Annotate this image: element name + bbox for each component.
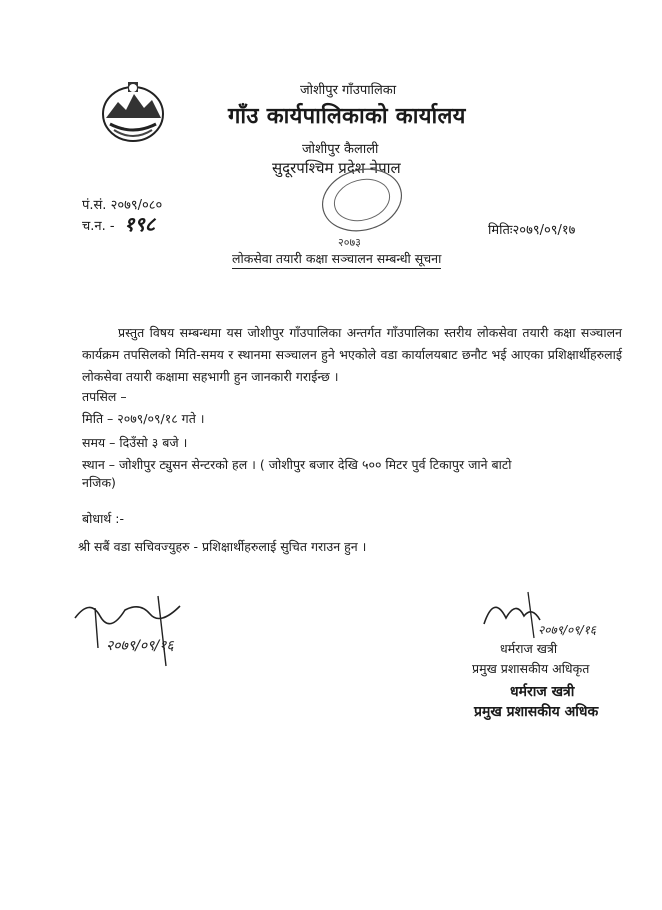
event-place: स्थान – जोशीपुर ट्युसन सेन्टरको हल । ( जोशीपुर बजार देखि ५०० मिटर पुर्व टिकापुर जाने बाटो bbox=[82, 457, 512, 472]
left-signature bbox=[70, 588, 220, 668]
dispatch-number-label: च.न. - bbox=[82, 219, 115, 234]
signatory-name: धर्मराज खत्री bbox=[500, 641, 558, 656]
event-date: मिति – २०७९/०९/१८ गते । bbox=[82, 411, 205, 426]
left-signature-date: २०७९/०९/१६ bbox=[106, 638, 174, 654]
name-stamp: धर्मराज खत्री bbox=[510, 684, 575, 700]
office-location: जोशीपुर कैलाली bbox=[302, 142, 379, 157]
government-emblem-icon bbox=[98, 80, 168, 144]
letter-date: मितिः२०७९/०९/१७ bbox=[488, 223, 576, 238]
subject-line: लोकसेवा तयारी कक्षा सञ्चालन सम्बन्धी सूचना bbox=[232, 250, 441, 269]
signatory-title: प्रमुख प्रशासकीय अधिकृत bbox=[472, 661, 590, 676]
body-paragraph: प्रस्तुत विषय सम्बन्धमा यस जोशीपुर गाँउपालिका अन्तर्गत गाँउपालिका स्तरीय लोकसेवा तयारी कक्षा सञ्चालन कार्यक्रम तपसिलको मिति-समय र स्थानमा सञ्चालन हुने भएकोले वडा कार्यालयबाट छनौट भई आएका प्रशिक्षार्थीहरुलाई लोकसेवा तयारी कक्षामा सहभागी हुन जानकारी गराईन्छ । bbox=[82, 325, 622, 384]
office-title: गाँउ कार्यपालिकाको कार्यालय bbox=[228, 104, 466, 129]
province-line: सुदूरपश्चिम प्रदेश नेपाल bbox=[272, 159, 401, 177]
municipality-name: जोशीपुर गाँउपालिका bbox=[300, 83, 397, 98]
right-signature bbox=[476, 588, 606, 644]
cc-line: श्री सबैं वडा सचिवज्युहरु - प्रशिक्षार्थीहरुलाई सुचित गराउन हुन । bbox=[78, 539, 367, 554]
cc-label: बोधार्थ :- bbox=[82, 511, 124, 526]
tapsil-heading: तपसिल – bbox=[82, 389, 127, 404]
dispatch-number-handwritten: १९८ bbox=[124, 212, 156, 236]
event-place-continued: नजिक) bbox=[82, 475, 116, 490]
title-stamp: प्रमुख प्रशासकीय अधिक bbox=[474, 704, 599, 720]
reference-number: पं.सं. २०७९/०८० bbox=[82, 198, 163, 213]
event-time: समय – दिउँसो ३ बजे । bbox=[82, 435, 188, 450]
office-stamp bbox=[300, 168, 418, 250]
stamp-year: २०७३ bbox=[338, 236, 361, 249]
right-signature-date: २०७९/०९/१६ bbox=[538, 623, 597, 637]
